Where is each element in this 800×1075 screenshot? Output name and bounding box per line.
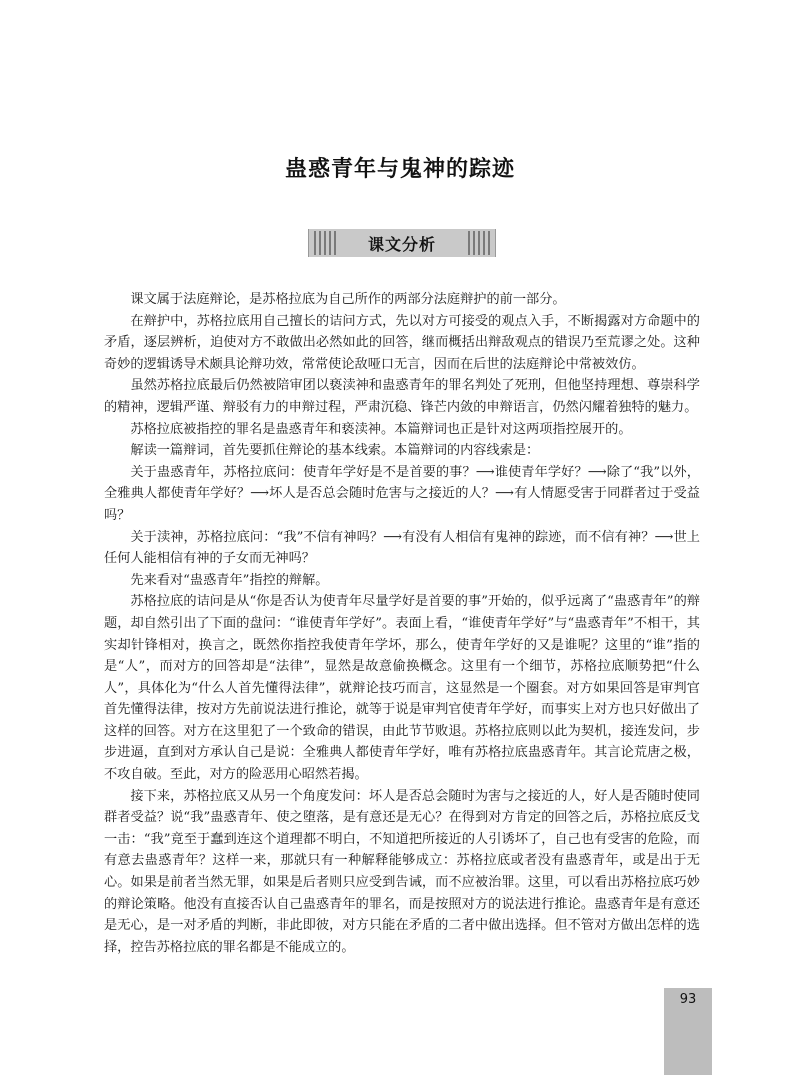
paragraph: 在辩护中，苏格拉底用自己擅长的诘问方式，先以对方可接受的观点入手，不断揭露对方命题中的矛盾，逐层辨析，迫使对方不敢做出必然如此的回答，继而概括出辩敌观点的错误乃至荒谬之处。这种奇妙的逻辑诱导术颇具论辩功效，常常使论敌哑口无言，因而在后世的法庭辩论中常被效仿。 [104, 313, 700, 372]
paragraph: 苏格拉底被指控的罪名是蛊惑青年和亵渎神。本篇辩词也正是针对这两项指控展开的。 [130, 421, 632, 437]
paragraph: 苏格拉底的诘问是从“你是否认为使青年尽量学好是首要的事”开始的，似乎远离了“蛊惑青年”的辩题，却自然引出了下面的盘问：“谁使青年学好”。表面上看，“谁使青年学好”与“蛊惑青年”不相干，其实却针锋相对，换言之，既然你指控我使青年学坏，那么，使青年学好的又是谁呢？这里的“谁”指的是“人”，而对方的回答却是“法律”，显然是故意偷换概念。这里有一个细节，苏格拉底顺势把“什么人”，具体化为“什么人首先懂得法律”，就辩论技巧而言，这显然是一个圈套。对方如果回答是审判官首先懂得法律，按对方先前说法进行推论，就等于说是审判官使青年学好，而事实上对方也只好做出了这样的回答。对方在这里犯了一个致命的错误，由此节节败退。苏格拉底则以此为契机，接连发问，步步进逼，直到对方承认自己是说：全雅典人都使青年学好，唯有苏格拉底蛊惑青年。其言论荒唐之极，不攻自破。至此，对方的险恶用心昭然若揭。 [104, 594, 700, 783]
paragraph: 课文属于法庭辩论，是苏格拉底为自己所作的两部分法庭辩护的前一部分。 [130, 292, 566, 307]
paragraph: 接下来，苏格拉底又从另一个角度发问：坏人是否总会随时为害与之接近的人，好人是否随时使同群者受益？说“我”蛊惑青年、使之堕落，是有意还是无心？在得到对方肯定的回答之后，苏格拉底反戈一击：“我”竟至于蠢到连这个道理都不明白，不知道把所接近的人引诱坏了，自己也有受害的危险，而有意去蛊惑青年？这样一来，那就只有一种解释能够成立：苏格拉底或者没有蛊惑青年，或是出于无心。如果是前者当然无罪，如果是后者则只应受到告诫，而不应被治罪。这里，可以看出苏格拉底巧妙的辩论策略。他没有直接否认自己蛊惑青年的罪名，而是按照对方的说法进行推论。蛊惑青年是有意还是无心，是一对矛盾的判断，非此即彼，对方只能在矛盾的二者中做出选择。但不管对方做出怎样的选择，控告苏格拉底的罪名都是不能成立的。 [104, 788, 700, 955]
stripe-decoration-left [309, 229, 341, 257]
body-text [104, 289, 700, 958]
paragraph: 关于渎神，苏格拉底问：“我”不信有神吗？⟶有没有人相信有鬼神的踪迹，而不信有神？⟶世上任何人能相信有神的子女而无神吗？ [104, 529, 700, 567]
page-number: 93 [679, 992, 697, 1007]
chapter-title: 蛊惑青年与鬼神的踪迹 [284, 157, 515, 182]
paragraph: 关于蛊惑青年，苏格拉底问：使青年学好是不是首要的事？⟶谁使青年学好？⟶除了“我”以外，全雅典人都使青年学好？⟶坏人是否总会随时危害与之接近的人？⟶有人情愿受害于同群者过于受益吗？ [104, 464, 700, 523]
section-heading: 课文分析 [367, 234, 436, 254]
section-heading-bar [308, 229, 496, 257]
paragraph: 先来看对“蛊惑青年”指控的辩解。 [130, 572, 329, 588]
stripe-decoration-right [463, 229, 495, 257]
paragraph: 解读一篇辩词，首先要抓住辩论的基本线索。本篇辩词的内容线索是： [130, 443, 540, 459]
paragraph: 虽然苏格拉底最后仍然被陪审团以亵渎神和蛊惑青年的罪名判处了死刑，但他坚持理想、尊崇科学的精神，逻辑严谨、辩驳有力的申辩过程，严肃沉稳、锋芒内敛的申辩语言，仍然闪耀着独特的魅力。 [104, 378, 700, 415]
